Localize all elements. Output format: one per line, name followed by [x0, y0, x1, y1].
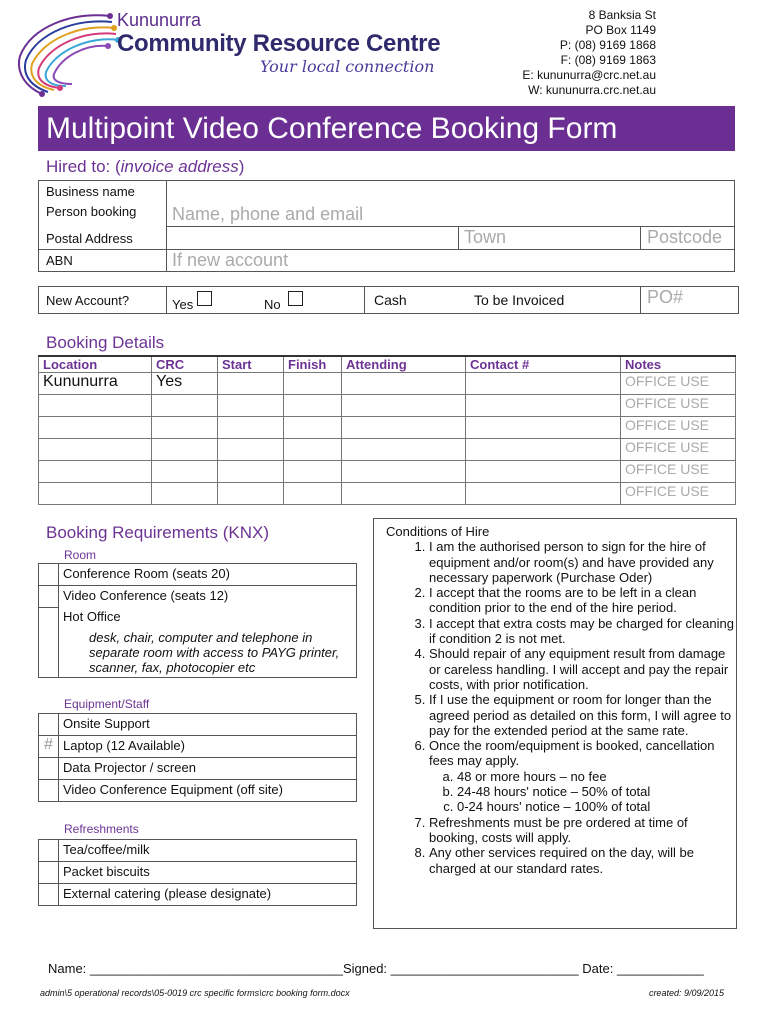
contact-cell[interactable] — [466, 395, 621, 417]
new-account-label: New Account? — [46, 293, 130, 308]
table-row — [39, 483, 736, 505]
condition-item: 3. I accept that extra costs may be charged for cleaning if condition 2 is not met. — [429, 616, 736, 647]
booking-table — [38, 355, 736, 505]
room-checkbox[interactable] — [39, 607, 59, 678]
notes-cell: OFFICE USE — [621, 461, 736, 483]
list-item — [39, 758, 357, 780]
refreshments-table — [38, 839, 357, 906]
signature-line — [48, 961, 704, 976]
start-cell[interactable] — [218, 417, 284, 439]
org-address — [522, 8, 656, 98]
signed-field[interactable]: Signed: __________________________ — [342, 961, 579, 976]
column-header-contact: Contact # — [466, 356, 621, 373]
yes-option[interactable] — [172, 291, 212, 312]
table-row — [39, 395, 736, 417]
date-field[interactable]: Date: ____________ — [582, 961, 704, 976]
yes-label: Yes — [172, 297, 194, 312]
fax-line: F: (08) 9169 1863 — [560, 53, 656, 67]
crc-cell[interactable] — [152, 417, 218, 439]
finish-cell[interactable] — [284, 483, 342, 505]
no-option[interactable] — [264, 291, 303, 312]
notes-cell: OFFICE USE — [621, 373, 736, 395]
refreshment-item: Tea/coffee/milk — [59, 840, 357, 862]
room-item: Conference Room (seats 20) — [59, 564, 357, 586]
contact-cell[interactable] — [466, 461, 621, 483]
org-tagline: Your local connection — [260, 57, 435, 76]
start-cell[interactable] — [218, 439, 284, 461]
attending-cell[interactable] — [342, 373, 466, 395]
refreshments-heading: Refreshments — [64, 822, 139, 836]
table-row — [39, 461, 736, 483]
contact-cell[interactable] — [466, 483, 621, 505]
divider — [166, 286, 167, 314]
start-cell[interactable] — [218, 483, 284, 505]
list-item — [39, 586, 357, 608]
location-cell[interactable] — [39, 461, 152, 483]
notes-cell: OFFICE USE — [621, 395, 736, 417]
phone-line: P: (08) 9169 1868 — [559, 38, 656, 52]
no-label: No — [264, 297, 281, 312]
person-booking-label: Person booking — [46, 204, 137, 219]
table-row — [39, 417, 736, 439]
crc-cell[interactable]: Yes — [152, 373, 218, 395]
equipment-checkbox[interactable] — [39, 780, 59, 802]
cancellation-fee-list — [429, 769, 736, 815]
divider — [38, 249, 735, 250]
hired-to-heading — [46, 157, 244, 177]
refreshment-item: Packet biscuits — [59, 862, 357, 884]
table-row — [39, 373, 736, 395]
fee-item: c. 0-24 hours' notice – 100% of total — [457, 799, 736, 814]
room-heading: Room — [64, 548, 97, 562]
name-signature-field[interactable]: Name: ___________________________________ — [48, 961, 343, 976]
invoiced-option[interactable]: To be Invoiced — [474, 292, 565, 308]
list-item — [39, 607, 357, 628]
created-date: created: 9/09/2015 — [648, 988, 724, 998]
list-item — [39, 840, 357, 862]
column-header-crc: CRC — [152, 356, 218, 373]
attending-cell[interactable] — [342, 483, 466, 505]
list-item — [39, 628, 357, 678]
fee-item: b. 24-48 hours' notice – 50% of total — [457, 784, 736, 799]
list-item — [39, 884, 357, 906]
condition-item: 5. If I use the equipment or room for longer than the agreed period as detailed on this form, I will agree to pay for the extended period at the same rate. — [429, 692, 736, 738]
finish-cell[interactable] — [284, 461, 342, 483]
condition-text: Once the room/equipment is booked, cancellation fees may apply. — [429, 738, 715, 769]
attending-cell[interactable] — [342, 461, 466, 483]
address-line: 8 Banksia St — [588, 8, 656, 22]
booking-details-heading: Booking Details — [46, 333, 165, 352]
column-header-finish: Finish — [284, 356, 342, 373]
location-cell[interactable] — [39, 439, 152, 461]
po-number-field[interactable]: PO# — [647, 287, 684, 307]
finish-cell[interactable] — [284, 373, 342, 395]
condition-item: 8. Any other services required on the day, will be charged at our standard rates. — [429, 845, 736, 876]
finish-cell[interactable] — [284, 417, 342, 439]
town-field[interactable]: Town — [464, 227, 507, 247]
list-item — [39, 564, 357, 586]
equipment-item: Onsite Support — [59, 714, 357, 736]
form-title: Multipoint Video Conference Booking Form — [46, 112, 618, 145]
conditions-of-hire-box — [373, 518, 737, 929]
room-table — [38, 563, 357, 678]
location-cell[interactable] — [39, 483, 152, 505]
finish-cell[interactable] — [284, 395, 342, 417]
no-checkbox[interactable] — [288, 291, 303, 306]
attending-cell[interactable] — [342, 417, 466, 439]
crc-cell[interactable] — [152, 483, 218, 505]
location-cell[interactable] — [39, 395, 152, 417]
condition-item: 2. I accept that the rooms are to be left in a clean condition prior to the end of the hire period. — [429, 585, 736, 616]
document-path: admin\5 operational records\05-0019 crc specific forms\crc booking form.docx — [40, 988, 350, 998]
divider — [458, 226, 459, 249]
contact-cell[interactable] — [466, 439, 621, 461]
divider — [364, 286, 365, 314]
name-phone-email-field[interactable]: Name, phone and email — [172, 204, 364, 224]
org-name-line1: Kununurra — [117, 10, 202, 30]
conditions-list — [374, 539, 736, 876]
address-line: PO Box 1149 — [585, 23, 656, 37]
condition-item: 1. I am the authorised person to sign for the hire of equipment and/or room(s) and have provided any necessary paperwork (Purchase Oder) — [429, 539, 736, 585]
contact-cell[interactable] — [466, 373, 621, 395]
location-cell[interactable] — [39, 417, 152, 439]
web-line: W: kununurra.crc.net.au — [528, 83, 656, 97]
org-name-line2: Community Resource Centre — [117, 30, 441, 57]
room-checkbox[interactable] — [39, 586, 59, 608]
crc-cell[interactable] — [152, 439, 218, 461]
notes-cell: OFFICE USE — [621, 439, 736, 461]
postal-address-label: Postal Address — [46, 231, 133, 246]
column-header-start: Start — [218, 356, 284, 373]
cash-option[interactable]: Cash — [374, 292, 407, 308]
attending-cell[interactable] — [342, 395, 466, 417]
column-header-notes: Notes — [621, 356, 736, 373]
equipment-table — [38, 713, 357, 802]
notes-cell: OFFICE USE — [621, 483, 736, 505]
refreshment-checkbox[interactable] — [39, 862, 59, 884]
equipment-checkbox[interactable] — [39, 758, 59, 780]
crc-cell[interactable] — [152, 395, 218, 417]
room-item: Hot Office — [59, 607, 357, 628]
column-header-location: Location — [39, 356, 152, 373]
refreshment-checkbox[interactable] — [39, 884, 59, 906]
location-cell[interactable]: Kununurra — [39, 373, 152, 395]
divider — [640, 286, 641, 314]
divider — [640, 226, 641, 249]
abn-label: ABN — [46, 253, 73, 268]
condition-item: 4. Should repair of any equipment result from damage or careless handling. I will accept and pay the repair costs, with prior notification. — [429, 646, 736, 692]
finish-cell[interactable] — [284, 439, 342, 461]
condition-item — [429, 738, 736, 814]
hired-to-heading-end: ) — [238, 157, 245, 176]
contact-cell[interactable] — [466, 417, 621, 439]
refreshment-item: External catering (please designate) — [59, 884, 357, 906]
start-cell[interactable] — [218, 395, 284, 417]
abn-field[interactable]: If new account — [172, 250, 289, 270]
equipment-heading: Equipment/Staff — [64, 697, 150, 711]
column-header-attending: Attending — [342, 356, 466, 373]
hired-to-heading-italic: invoice address — [120, 157, 239, 176]
refreshment-checkbox[interactable] — [39, 840, 59, 862]
hot-office-note: desk, chair, computer and telephone in separate room with access to PAYG printer, scanner, fax, photocopier etc — [59, 628, 357, 678]
equipment-item: Data Projector / screen — [59, 758, 357, 780]
logo-swirl-icon — [12, 6, 122, 101]
yes-checkbox[interactable] — [197, 291, 212, 306]
form-title-bar — [38, 106, 735, 151]
list-item — [39, 714, 357, 736]
attending-cell[interactable] — [342, 439, 466, 461]
crc-cell[interactable] — [152, 461, 218, 483]
equipment-item: Video Conference Equipment (off site) — [59, 780, 357, 802]
room-item: Video Conference (seats 12) — [59, 586, 357, 608]
conditions-heading: Conditions of Hire — [386, 524, 490, 539]
notes-cell: OFFICE USE — [621, 417, 736, 439]
postal-address-field[interactable] — [170, 228, 455, 248]
start-cell[interactable] — [218, 461, 284, 483]
start-cell[interactable] — [218, 373, 284, 395]
postcode-field[interactable]: Postcode — [647, 227, 723, 247]
fee-item: a. 48 or more hours – no fee — [457, 769, 736, 784]
list-item — [39, 862, 357, 884]
booking-requirements-heading: Booking Requirements (KNX) — [46, 523, 269, 542]
condition-item: 7. Refreshments must be pre ordered at time of booking, costs will apply. — [429, 815, 736, 846]
table-row — [39, 439, 736, 461]
booking-header-row — [39, 356, 736, 373]
list-item — [39, 736, 357, 758]
email-line: E: kununurra@crc.net.au — [522, 68, 656, 82]
hired-to-heading-text: Hired to: ( — [46, 157, 121, 176]
room-checkbox[interactable] — [39, 564, 59, 586]
equipment-item: Laptop (12 Available) — [59, 736, 357, 758]
equipment-checkbox[interactable] — [39, 714, 59, 736]
laptop-checkbox[interactable]: # — [39, 736, 59, 758]
business-name-label: Business name — [46, 184, 135, 199]
list-item — [39, 780, 357, 802]
